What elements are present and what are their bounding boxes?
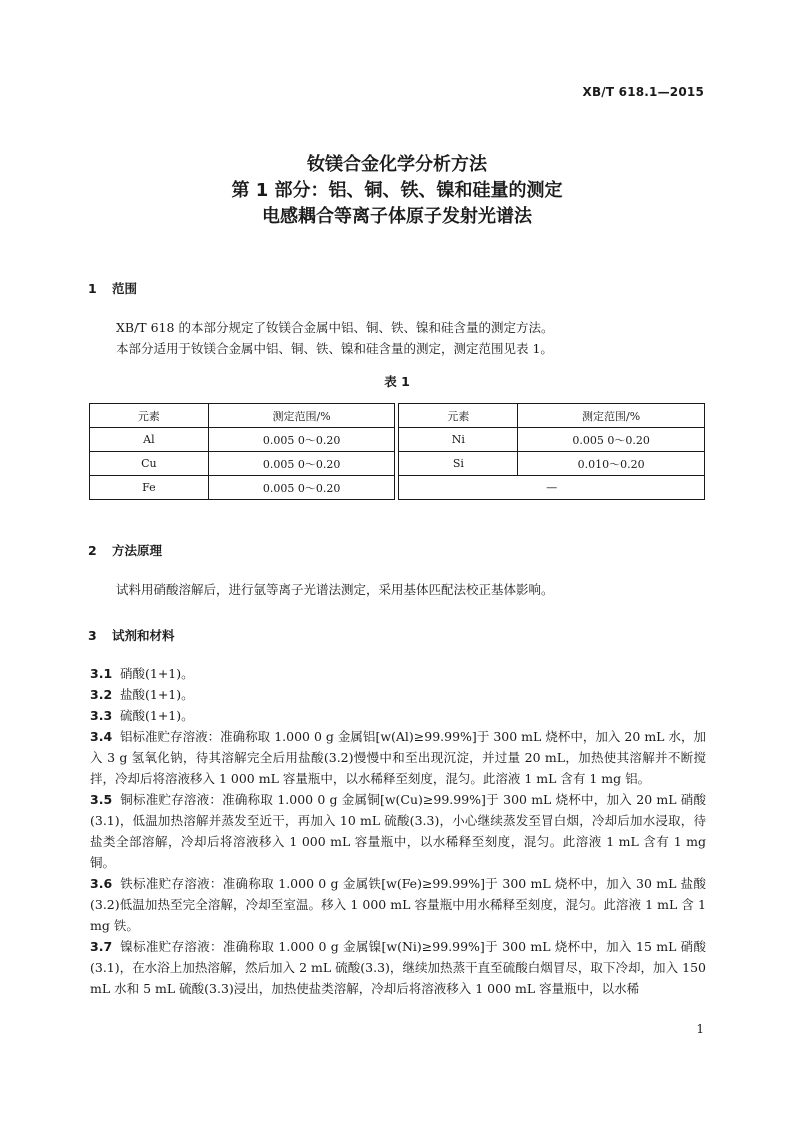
reagent-item xyxy=(90,789,706,873)
reagent-item xyxy=(90,705,706,726)
document-title xyxy=(0,152,794,230)
item-number: 3.6 xyxy=(90,876,113,891)
section-title: 范围 xyxy=(112,281,138,296)
table-cell: Ni xyxy=(399,428,518,452)
scope-paragraph-2: 本部分适用于钕镁合金属中铝、铜、铁、镍和硅含量的测定，测定范围见表 1。 xyxy=(116,341,553,356)
section-title: 方法原理 xyxy=(112,543,163,558)
reagent-list xyxy=(90,663,706,999)
table-cell: 0.005 0～0.20 xyxy=(208,476,395,500)
table-cell-empty: — xyxy=(399,476,705,500)
table-cell: 0.005 0～0.20 xyxy=(518,428,705,452)
title-line-1: 钕镁合金化学分析方法 xyxy=(307,154,487,175)
table-header-cell: 元素 xyxy=(90,404,209,428)
table-row xyxy=(90,452,705,476)
item-text: 镍标准贮存溶液：准确称取 1.000 0 g 金属镍[w(Ni)≥99.99%]于 300 mL 烧杯中，加入 15 mL 硝酸(3.1)，在水浴上加热溶解，然后加入 2 mL 硫酸(3.3)，继续加热蒸干直至硫酸白烟冒尽，取下冷却，加入 150 mL 水和 5 mL 硫酸(3.3)浸出，加热使盐类溶解，冷却后将溶液移入 1 000 mL 容量瓶中，以水稀 xyxy=(90,939,706,996)
item-text: 盐酸(1+1)。 xyxy=(119,687,194,702)
range-table xyxy=(89,403,705,500)
table-header-cell: 元素 xyxy=(399,404,518,428)
table-cell: 0.010～0.20 xyxy=(518,452,705,476)
reagent-item xyxy=(90,873,706,936)
reagent-item xyxy=(90,684,706,705)
table-row xyxy=(90,428,705,452)
table-cell: 0.005 0～0.20 xyxy=(208,428,395,452)
section-title: 试剂和材料 xyxy=(112,628,175,643)
section-number: 3 xyxy=(88,628,97,643)
section-heading-scope xyxy=(88,279,137,297)
item-text: 铁标准贮存溶液：准确称取 1.000 0 g 金属铁[w(Fe)≥99.99%]于 300 mL 烧杯中，加入 30 mL 盐酸(3.2)低温加热至完全溶解，冷却至室温。移入 1 000 mL 容量瓶中用水稀释至刻度，混匀。此溶液 1 mL 含 1 mg 铁。 xyxy=(90,876,706,933)
item-number: 3.5 xyxy=(90,792,113,807)
title-line-2: 第 1 部分：铝、铜、铁、镍和硅量的测定 xyxy=(231,180,563,201)
item-number: 3.1 xyxy=(90,666,113,681)
table-caption: 表 1 xyxy=(384,374,410,389)
item-text: 硝酸(1+1)。 xyxy=(119,666,194,681)
reagent-item xyxy=(90,726,706,789)
table-cell: Al xyxy=(90,428,209,452)
section-heading-reagents xyxy=(88,626,175,644)
table-cell: Cu xyxy=(90,452,209,476)
section-number: 2 xyxy=(88,543,97,558)
table-cell: 0.005 0～0.20 xyxy=(208,452,395,476)
table-cell: Fe xyxy=(90,476,209,500)
item-number: 3.4 xyxy=(90,729,113,744)
item-number: 3.3 xyxy=(90,708,113,723)
item-number: 3.2 xyxy=(90,687,113,702)
page-number: 1 xyxy=(696,1022,704,1036)
table-header-cell: 测定范围/% xyxy=(518,404,705,428)
table-row xyxy=(90,476,705,500)
table-header-row xyxy=(90,404,705,428)
scope-paragraph-1: XB/T 618 的本部分规定了钕镁合金属中铝、铜、铁、镍和硅含量的测定方法。 xyxy=(116,320,554,335)
reagent-item xyxy=(90,936,706,999)
item-text: 铜标准贮存溶液：准确称取 1.000 0 g 金属铜[w(Cu)≥99.99%]于 300 mL 烧杯中，加入 20 mL 硝酸(3.1)，低温加热溶解并蒸发至近干，再加入 10 mL 硫酸(3.3)，小心继续蒸发至冒白烟，冷却后加水浸取，待盐类全部溶解，冷却后将溶液移入 1 000 mL 容量瓶中，以水稀释至刻度，混匀。此溶液 1 mL 含有 1 mg 铜。 xyxy=(90,792,706,870)
standard-number: XB/T 618.1—2015 xyxy=(582,85,704,99)
reagent-item xyxy=(90,663,706,684)
item-text: 铝标准贮存溶液：准确称取 1.000 0 g 金属铝[w(Al)≥99.99%]于 300 mL 烧杯中，加入 20 mL 水，加入 3 g 氢氧化钠，待其溶解完全后用盐酸(3.2)慢慢中和至出现沉淀，并过量 20 mL，加热使其溶解并不断搅拌，冷却后将溶液移入 1 000 mL 容量瓶中，以水稀释至刻度，混匀。此溶液 1 mL 含有 1 mg 铝。 xyxy=(90,729,706,786)
principle-paragraph: 试料用硝酸溶解后，进行氩等离子光谱法测定，采用基体匹配法校正基体影响。 xyxy=(116,582,554,597)
item-text: 硫酸(1+1)。 xyxy=(119,708,194,723)
title-line-3: 电感耦合等离子体原子发射光谱法 xyxy=(262,206,532,227)
item-number: 3.7 xyxy=(90,939,113,954)
table-header-cell: 测定范围/% xyxy=(208,404,395,428)
section-heading-principle xyxy=(88,541,162,559)
section-number: 1 xyxy=(88,281,97,296)
table-cell: Si xyxy=(399,452,518,476)
